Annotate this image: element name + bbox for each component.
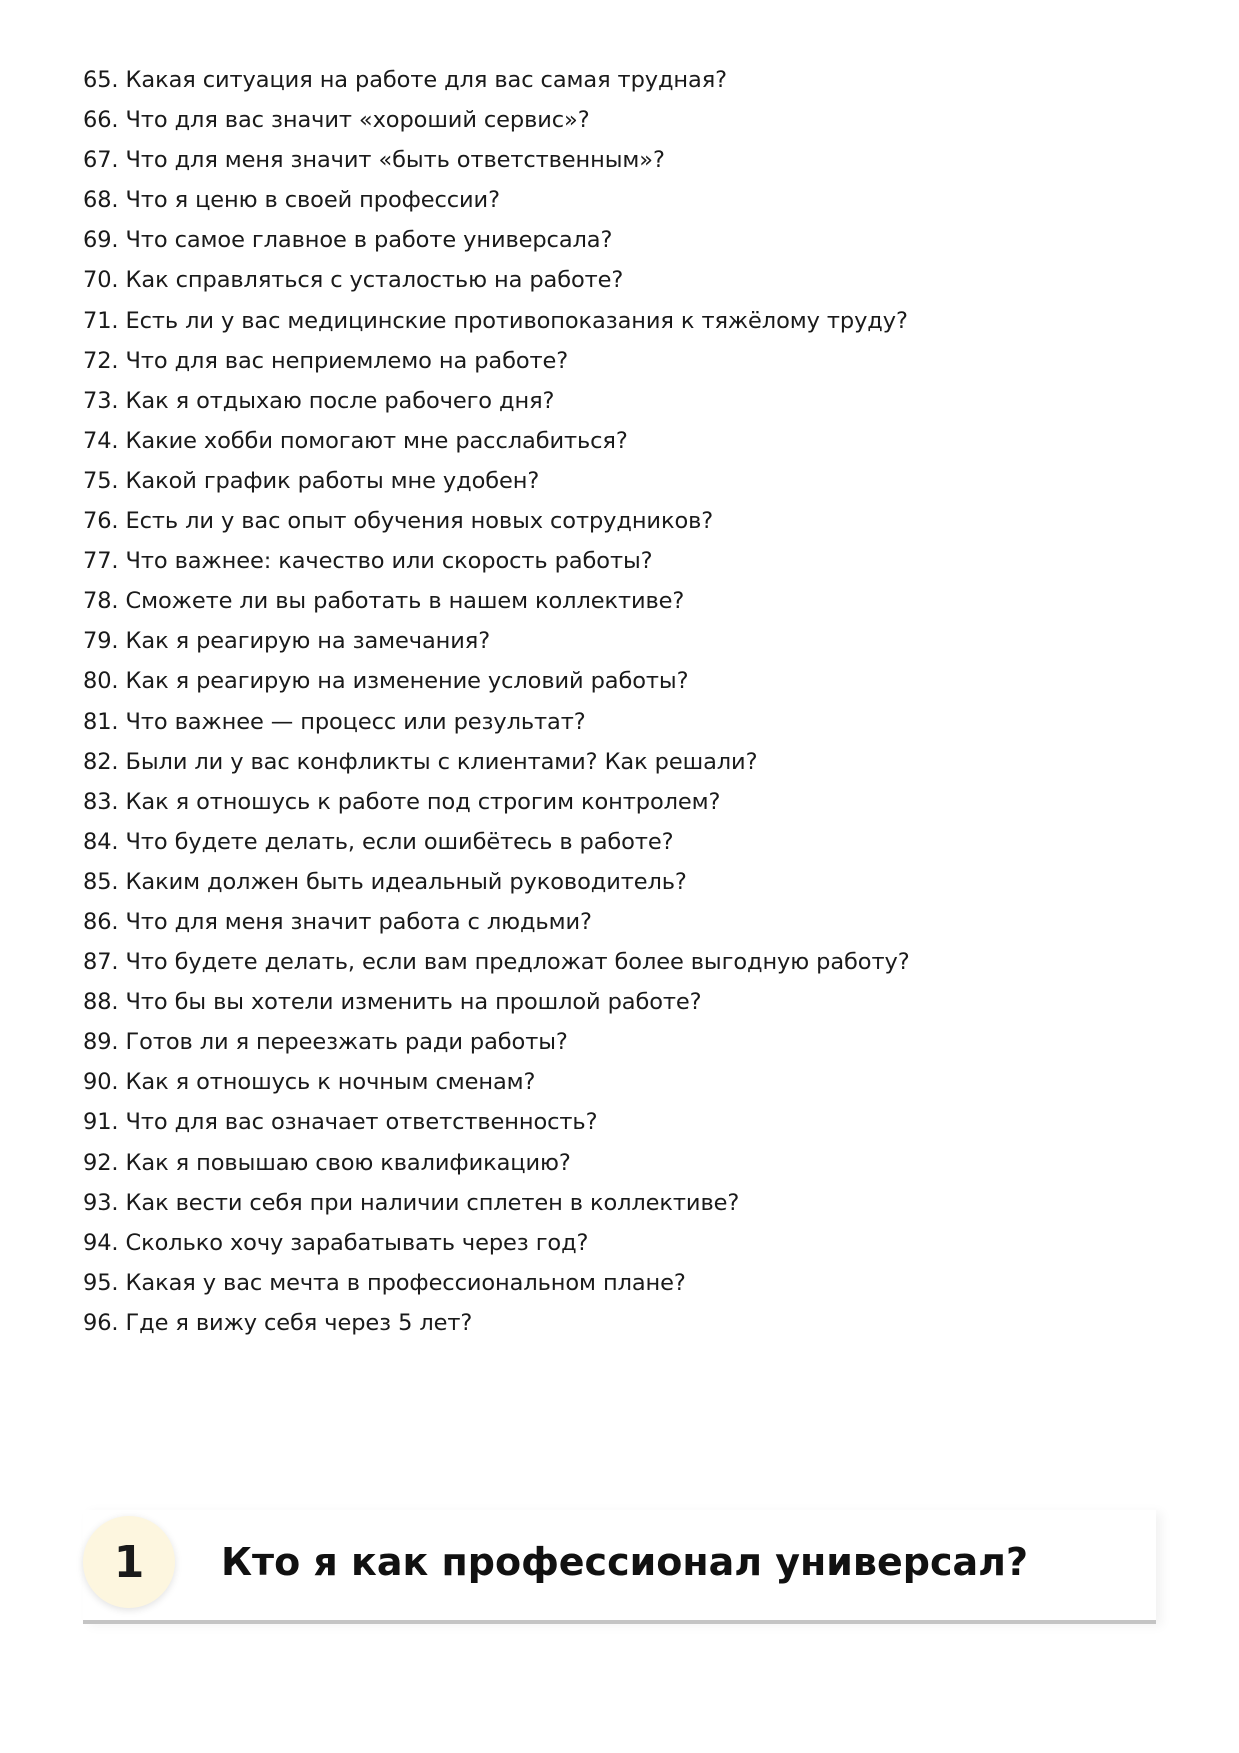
question-item: 78. Сможете ли вы работать в нашем коллективе? xyxy=(83,588,685,615)
question-item: 90. Как я отношусь к ночным сменам? xyxy=(83,1069,536,1096)
question-item: 73. Как я отдыхаю после рабочего дня? xyxy=(83,387,555,414)
question-item: 66. Что для вас значит «хороший сервис»? xyxy=(83,107,590,134)
question-item: 75. Какой график работы мне удобен? xyxy=(83,467,540,494)
question-item: 72. Что для вас неприемлемо на работе? xyxy=(83,347,569,374)
question-item: 67. Что для меня значит «быть ответственным»? xyxy=(83,147,665,174)
question-item: 83. Как я отношусь к работе под строгим контролем? xyxy=(83,788,721,815)
question-item: 88. Что бы вы хотели изменить на прошлой работе? xyxy=(83,989,702,1016)
section-number-badge: 1 xyxy=(83,1516,175,1608)
question-item: 89. Готов ли я переезжать ради работы? xyxy=(83,1029,568,1056)
question-item: 92. Как я повышаю свою квалификацию? xyxy=(83,1149,571,1176)
question-item: 79. Как я реагирую на замечания? xyxy=(83,628,491,655)
question-item: 70. Как справляться с усталостью на работе? xyxy=(83,267,624,294)
question-item: 96. Где я вижу себя через 5 лет? xyxy=(83,1309,473,1336)
question-item: 94. Сколько хочу зарабатывать через год? xyxy=(83,1229,589,1256)
question-item: 82. Были ли у вас конфликты с клиентами? Как решали? xyxy=(83,748,758,775)
question-item: 86. Что для меня значит работа с людьми? xyxy=(83,908,592,935)
question-item: 74. Какие хобби помогают мне расслабиться? xyxy=(83,427,628,454)
question-item: 77. Что важнее: качество или скорость работы? xyxy=(83,548,653,575)
question-item: 81. Что важнее — процесс или результат? xyxy=(83,708,586,735)
question-item: 84. Что будете делать, если ошибётесь в работе? xyxy=(83,828,674,855)
question-item: 76. Есть ли у вас опыт обучения новых сотрудников? xyxy=(83,508,714,535)
question-item: 85. Каким должен быть идеальный руководитель? xyxy=(83,868,687,895)
question-item: 80. Как я реагирую на изменение условий работы? xyxy=(83,668,689,695)
question-item: 91. Что для вас означает ответственность? xyxy=(83,1109,598,1136)
question-item: 68. Что я ценю в своей профессии? xyxy=(83,187,500,214)
section-header xyxy=(83,1510,1156,1624)
question-item: 71. Есть ли у вас медицинские противопоказания к тяжёлому труду? xyxy=(83,307,908,334)
question-list xyxy=(83,60,910,1343)
question-item: 65. Какая ситуация на работе для вас самая трудная? xyxy=(83,67,727,93)
question-item: 95. Какая у вас мечта в профессиональном плане? xyxy=(83,1269,686,1296)
section-title: Кто я как профессионал универсал? xyxy=(221,1540,1028,1584)
question-item: 93. Как вести себя при наличии сплетен в коллективе? xyxy=(83,1189,740,1216)
question-item: 87. Что будете делать, если вам предложат более выгодную работу? xyxy=(83,949,910,976)
question-item: 69. Что самое главное в работе универсала? xyxy=(83,227,613,254)
